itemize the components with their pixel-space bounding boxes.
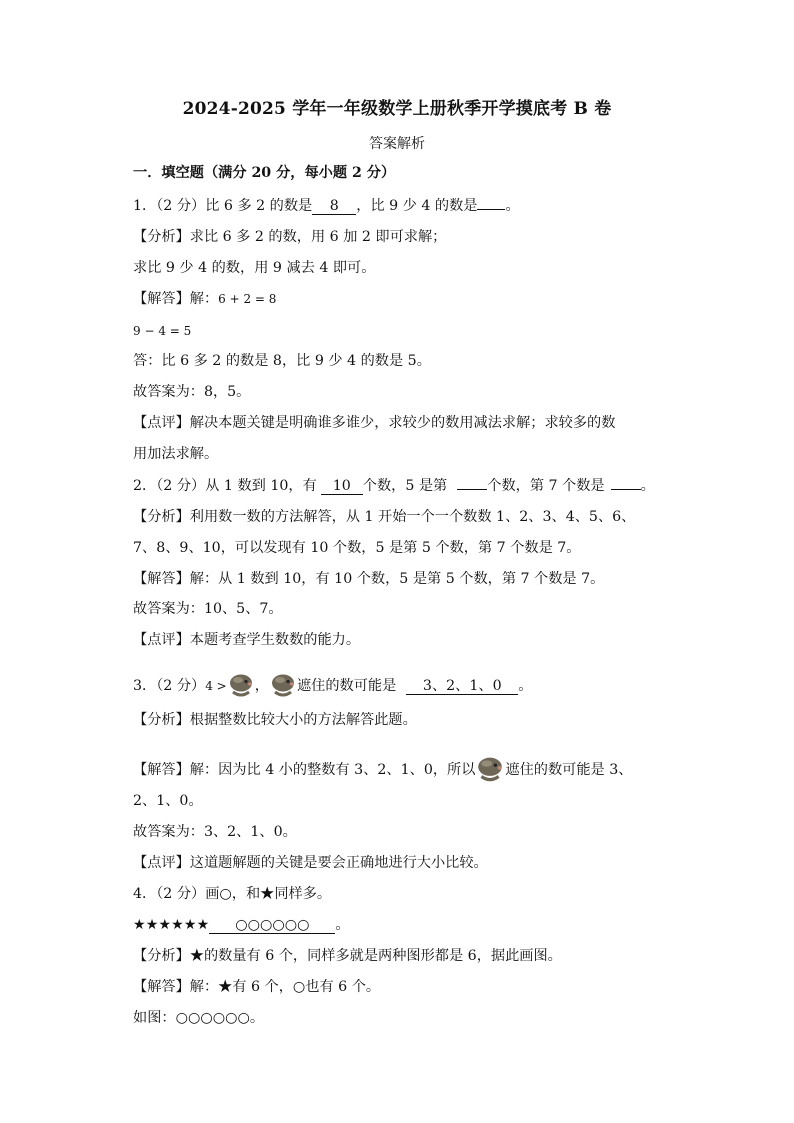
- q1-comment-2: 用加法求解。: [133, 446, 219, 462]
- q2-analysis-1: 【分析】利用数一数的方法解答，从 1 开始一个一个数数 1、2、3、4、5、6、: [133, 509, 636, 525]
- q2-text-b: 个数，5 是第: [362, 478, 448, 494]
- q2-final-answer: 故答案为：10、5、7。: [133, 601, 283, 617]
- section-heading: 一．填空题（满分 20 分，每小题 2 分）: [133, 165, 396, 181]
- mole-icon: [269, 672, 297, 700]
- mole-icon: [227, 672, 255, 700]
- q4-question: 4．（2 分）画○，和★同样多。: [133, 886, 332, 902]
- page-title: 2024-2025 学年一年级数学上册秋季开学摸底考 B 卷: [182, 99, 612, 119]
- q3-analysis: 【分析】根据整数比较大小的方法解答此题。: [133, 712, 417, 728]
- q2-analysis-2: 7、8、9、10，可以发现有 10 个数，5 是第 5 个数，第 7 个数是 7。: [133, 540, 581, 556]
- q1-answer: [133, 290, 276, 308]
- q3-answer: [133, 752, 632, 788]
- mole-icon: [475, 755, 505, 785]
- q1-analysis-1: 【分析】求比 6 多 2 的数，用 6 加 2 即可求解；: [133, 229, 447, 245]
- q2-blank-2: [457, 489, 487, 490]
- q3-text-c: 。: [518, 678, 533, 694]
- q2-blank-1: 10: [321, 478, 363, 495]
- q3-comma: ，: [254, 678, 269, 694]
- q1-question: [133, 197, 520, 215]
- q3-text-a: 3．（2 分）: [133, 678, 206, 694]
- q4-analysis: 【分析】★的数量有 6 个，同样多就是两种图形都是 6，据此画图。: [133, 948, 562, 964]
- q3-text-b: 遮住的数可能是: [296, 678, 397, 694]
- q3-expression: 4 >: [205, 679, 227, 693]
- q2-answer: 【解答】解：从 1 数到 10，有 10 个数，5 是第 5 个数，第 7 个数是 7。: [133, 571, 605, 587]
- q3-answer-continued: 2、1、0。: [133, 793, 203, 809]
- q1-comment-1: 【点评】解决本题关键是明确谁多谁少，求较少的数用减法求解；求较多的数: [133, 415, 616, 431]
- q1-text-c: 。: [505, 198, 520, 214]
- q2-question: [133, 477, 655, 495]
- q3-final-answer: 故答案为：3、2、1、0。: [133, 824, 297, 840]
- q4-answer: 【解答】解：★有 6 个，○也有 6 个。: [133, 979, 381, 995]
- q3-question: [133, 668, 532, 704]
- q4-drawing-line: [133, 916, 350, 934]
- q1-reply: 答：比 6 多 2 的数是 8，比 9 少 4 的数是 5。: [133, 353, 431, 369]
- q2-text-a: 2．（2 分）从 1 数到 10，有: [133, 478, 317, 494]
- q1-blank-1: 8: [312, 198, 356, 215]
- q3-comment: 【点评】这道题解题的关键是要会正确地进行大小比较。: [133, 855, 488, 871]
- q3-blank-1: 3、2、1、0: [406, 678, 518, 695]
- q1-formula-2: 9 − 4 = 5: [133, 324, 192, 338]
- q1-formula-1: 6 + 2 = 8: [218, 292, 277, 306]
- q1-blank-2: [477, 209, 505, 210]
- q3-answer-a: 【解答】解：因为比 4 小的整数有 3、2、1、0，所以: [133, 762, 476, 778]
- q1-answer-label: 【解答】解：: [133, 291, 219, 307]
- q3-answer-b: 遮住的数可能是 3、: [505, 762, 633, 778]
- q2-comment: 【点评】本题考查学生数数的能力。: [133, 632, 361, 648]
- q2-text-d: 。: [640, 478, 655, 494]
- q2-text-c: 个数，第 7 个数是: [487, 478, 605, 494]
- q4-figure: 如图：○○○○○○。: [133, 1010, 265, 1026]
- q1-text-b: ，比 9 少 4 的数是: [356, 198, 478, 214]
- q1-final-answer: 故答案为：8，5。: [133, 384, 251, 400]
- q1-text-a: 1．（2 分）比 6 多 2 的数是: [133, 198, 313, 214]
- q4-end: 。: [335, 917, 350, 933]
- q4-stars: ★★★★★★: [133, 917, 210, 933]
- q2-blank-3: [611, 489, 641, 490]
- q1-analysis-2: 求比 9 少 4 的数，用 9 减去 4 即可。: [133, 260, 376, 276]
- q4-blank-1: ○○○○○○: [209, 917, 335, 934]
- page-subtitle: 答案解析: [369, 136, 425, 152]
